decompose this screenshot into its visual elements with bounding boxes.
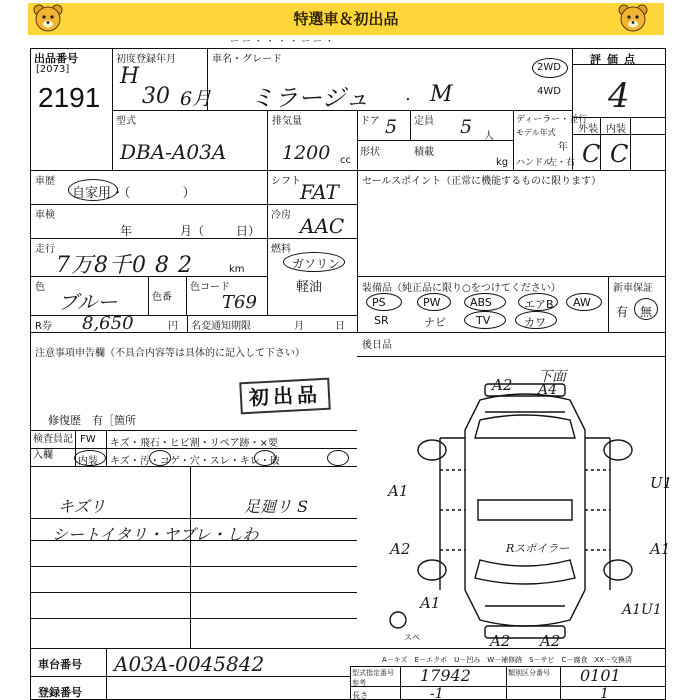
damage-center-note: Rスポイラー — [506, 542, 570, 555]
capacity-value: 5 — [460, 116, 473, 138]
recycle-label: R券 — [35, 321, 52, 332]
spec-value-2: 1 — [600, 686, 609, 700]
shape-label: 形状 — [360, 147, 380, 158]
car-name: ミラージュ — [250, 84, 370, 112]
damage-a1-right: A1 — [650, 540, 671, 558]
mascot-bear-icon — [618, 4, 648, 32]
inspector-row2-tag: 内装 — [78, 456, 98, 467]
usage-selected-circle — [68, 179, 118, 201]
capacity-label: 定員 — [414, 116, 434, 127]
inspector-row2-items: キズ・汚・コゲ・穴・スレ・キレ・破 — [110, 456, 280, 467]
model-year-label: モデル年式 — [516, 128, 556, 137]
inspector-note-3: シートイタリ・ヤブレ・しわ — [52, 525, 259, 544]
damage-underside: 下面 — [538, 369, 566, 385]
drive-2wd: 2WD — [537, 62, 561, 73]
handle-options: 左・右 — [548, 158, 576, 168]
damage-a1u1: A1U1 — [622, 602, 662, 618]
lot-label: 出品番号 — [34, 52, 78, 65]
aftermarket-label: 後日品 — [362, 340, 392, 351]
warranty-has: 有 — [616, 305, 629, 319]
spare-label: スペ — [404, 633, 420, 642]
equip-pw: PW — [423, 296, 441, 309]
lot-code: [2073] — [36, 64, 70, 75]
header-banner — [28, 3, 664, 35]
handle-label: ハンドル — [516, 158, 553, 168]
displacement-unit: cc — [340, 155, 351, 166]
spec-value-1: -1 — [430, 686, 444, 700]
warranty-none: 無 — [640, 305, 653, 319]
color-code: T69 — [222, 292, 257, 313]
scuff-circle — [254, 450, 276, 466]
color-value: ブルー — [58, 290, 118, 314]
car-body-outline — [465, 394, 585, 626]
damage-u1-right: U1 — [650, 474, 673, 492]
name-change-label: 名変通知期限 — [191, 321, 251, 332]
inspector-row1-tag: FW — [80, 434, 96, 445]
mileage-value: 7万8千0 8 2 — [56, 253, 193, 278]
color-code-label: 色番 — [152, 292, 172, 303]
stamp-text: 初出品 — [248, 382, 322, 410]
shift-value: FAT — [300, 180, 339, 204]
equip-kawa-circle — [515, 311, 557, 329]
grade-dot: . — [405, 84, 411, 105]
first-listing-stamp — [239, 378, 331, 415]
stain-circle — [149, 450, 171, 466]
load-unit: kg — [496, 157, 509, 168]
capacity-unit: 人 — [484, 131, 494, 142]
equip-airbag-circle — [518, 293, 558, 311]
color-label: 色 — [35, 282, 45, 293]
damage-a1-rear: A1 — [420, 594, 441, 612]
recycle-value: 8,650 — [82, 313, 134, 334]
car-grade: M — [430, 82, 453, 107]
tear-circle — [327, 450, 349, 466]
doors-label: ドア — [360, 116, 380, 127]
damage-legend: A－キズ E－エクボ U－凹み W－補修跡 S－サビ C－腐食 XX－交換済 — [382, 656, 633, 664]
exterior-label: 外装 — [578, 124, 598, 135]
color-code-prefix: 色コード — [190, 282, 230, 293]
registration-year: 30 — [142, 84, 170, 109]
equip-abs: ABS — [470, 296, 492, 309]
sales-points-label: セールスポイント（正常に機能するものに限ります） — [362, 176, 602, 187]
equip-tv-circle — [464, 311, 506, 329]
chassis-value: A03A-0045842 — [114, 652, 265, 676]
doors-value: 5 — [385, 116, 398, 138]
banner-title: 特選車＆初出品 — [293, 10, 399, 28]
spare-tire — [390, 612, 406, 628]
damage-a2-top: A2 — [492, 376, 513, 394]
mileage-label: 走行 — [35, 244, 55, 255]
registration-label: 初度登録年月 — [116, 54, 176, 65]
interior-score: C — [610, 140, 629, 168]
designation-value: 17942 — [420, 666, 471, 685]
usage-label: 車歴 — [35, 176, 55, 187]
inspector-row1-items: キズ・飛石・ヒビ割・リペア跡・×要 — [110, 438, 278, 449]
windshield — [475, 415, 575, 438]
damage-a2-bottom-left: A2 — [490, 632, 511, 650]
lot-number: 2191 — [38, 82, 101, 113]
mileage-unit: km — [229, 264, 245, 275]
equip-airbag: エアB — [524, 298, 554, 311]
fuel-gasoline: ガソリン — [292, 257, 341, 271]
damage-a1-left: A1 — [388, 482, 409, 500]
registration-era: H — [120, 64, 140, 89]
displacement-label: 排気量 — [272, 116, 302, 127]
ac-label: 冷房 — [271, 210, 291, 221]
equip-pw-circle — [417, 293, 451, 311]
repair-history: 修復歴 有［箇所 — [48, 414, 136, 427]
length-label: 長さ — [352, 691, 368, 700]
inspection-day: 日） — [236, 224, 261, 238]
inspection-month: 月（ — [180, 224, 205, 238]
name-change-day: 日 — [335, 321, 345, 332]
equip-aw-circle — [566, 293, 602, 311]
damage-a4: A4 — [538, 382, 558, 398]
equip-ps: PS — [372, 296, 386, 309]
shift-label: シフト — [271, 176, 301, 187]
inspector-label: 検査員記入欄 — [33, 434, 73, 461]
designation-label: 型式指定番号 — [352, 669, 394, 677]
registration-month: 6月 — [180, 88, 212, 110]
roof — [478, 500, 572, 520]
fuel-label: 燃料 — [271, 244, 291, 255]
class-value: 0101 — [580, 666, 621, 685]
mascot-bear-icon — [33, 4, 63, 32]
model-value: DBA-A03A — [120, 140, 227, 164]
equipment-label: 装備品（純正品に限り○をつけてください） — [362, 283, 561, 294]
ac-value: AAC — [300, 214, 345, 238]
equip-tv: TV — [476, 314, 491, 327]
inspector-note-1: キズリ — [58, 497, 106, 516]
displacement-value: 1200 — [282, 142, 331, 164]
damage-a2-bottom-right: A2 — [540, 632, 561, 650]
inspection-year: 年 — [120, 224, 133, 238]
interior-tag-circle — [74, 450, 106, 466]
score-label: 評価点 — [590, 53, 641, 66]
warranty-label: 新車保証 — [613, 283, 653, 294]
drive-4wd: 4WD — [537, 86, 561, 97]
model-label: 型式 — [116, 116, 136, 127]
equip-kawa: カワ — [524, 316, 546, 329]
model-year-unit: 年 — [558, 142, 568, 153]
registration-number-label: 登録番号 — [38, 686, 82, 699]
exterior-score: C — [582, 140, 601, 168]
fuel-diesel: 軽油 — [296, 280, 323, 295]
damage-a2-left: A2 — [390, 540, 411, 558]
header-strip: ー ー ・ ・ ・ ・ ー ー ・ — [230, 37, 334, 42]
inspector-note-2: 足廻リ S — [244, 497, 309, 516]
equip-sr: SR — [374, 314, 389, 327]
interior-label: 内装 — [606, 124, 626, 135]
rear-window — [475, 560, 575, 584]
car-name-label: 車名・グレード — [212, 54, 282, 65]
score-value: 4 — [608, 76, 630, 116]
chassis-label: 車台番号 — [38, 658, 82, 671]
name-change-month: 月 — [294, 321, 304, 332]
dealer-label: ディーラー・並行 — [516, 115, 588, 125]
equip-ps-circle — [366, 293, 402, 311]
inspection-label: 車検 — [35, 210, 55, 221]
usage-value: 自家用・（ ） — [72, 186, 196, 201]
recycle-unit: 円 — [168, 321, 178, 332]
equip-abs-circle — [464, 293, 506, 311]
equip-navi: ナビ — [424, 316, 446, 329]
ref-label: 参考 — [352, 679, 366, 687]
class-label: 類別区分番号 — [508, 669, 550, 677]
equip-aw: AW — [573, 296, 591, 309]
notes-label: 注意事項申告欄（不具合内容等は具体的に記入して下さい） — [35, 348, 305, 359]
load-label: 積載 — [414, 147, 434, 158]
